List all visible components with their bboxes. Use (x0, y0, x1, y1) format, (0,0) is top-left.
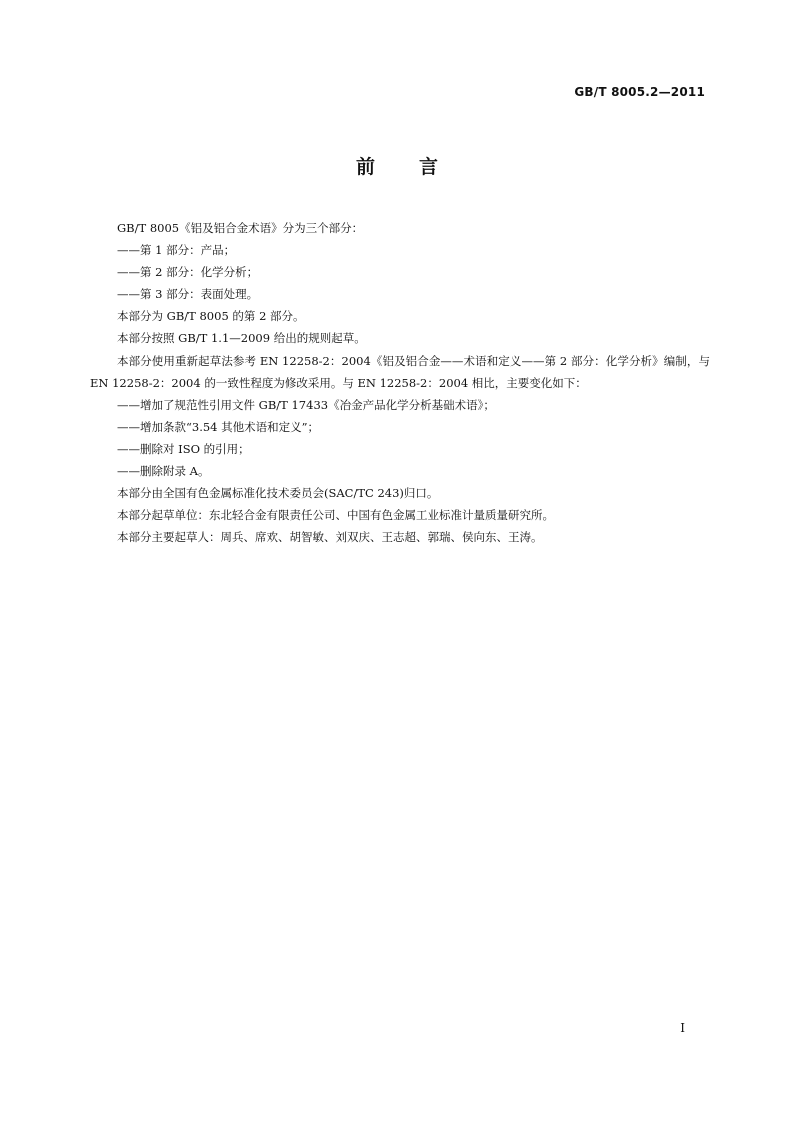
list-item: ——增加条款“3.54 其他术语和定义”； (117, 419, 320, 434)
list-item: ——第 1 部分：产品； (117, 243, 236, 258)
list-item: ——删除附录 A。 (117, 464, 210, 479)
page-number: I (680, 1021, 685, 1035)
list-item: ——删除对 ISO 的引用； (117, 441, 250, 456)
paragraph: 本部分为 GB/T 8005 的第 2 部分。 (117, 309, 305, 324)
foreword-body (90, 217, 710, 548)
page-title: 前言 (355, 156, 482, 178)
list-item: ——第 2 部分：化学分析； (117, 265, 259, 280)
paragraph: 本部分主要起草人：周兵、席欢、胡智敏、刘双庆、王志超、郭瑞、侯向东、王涛。 (117, 530, 543, 545)
paragraph: 本部分使用重新起草法参考 EN 12258-2：2004《铝及铝合金——术语和定义——第 2 部分：化学分析》编制，与 EN 12258-2：2004 的一致性程度为修改采用。与 EN 12258-2：2004 相比，主要变化如下： (90, 353, 710, 390)
paragraph: 本部分由全国有色金属标准化技术委员会(SAC/TC 243)归口。 (117, 486, 439, 501)
list-item: ——第 3 部分：表面处理。 (117, 287, 259, 302)
paragraph: 本部分按照 GB/T 1.1—2009 给出的规则起草。 (117, 331, 366, 346)
list-item: ——增加了规范性引用文件 GB/T 17433《冶金产品化学分析基础术语》； (117, 397, 495, 412)
paragraph: 本部分起草单位：东北轻合金有限责任公司、中国有色金属工业标准计量质量研究所。 (117, 508, 554, 523)
paragraph: GB/T 8005《铝及铝合金术语》分为三个部分： (117, 221, 364, 235)
standard-number: GB/T 8005.2—2011 (574, 85, 705, 99)
